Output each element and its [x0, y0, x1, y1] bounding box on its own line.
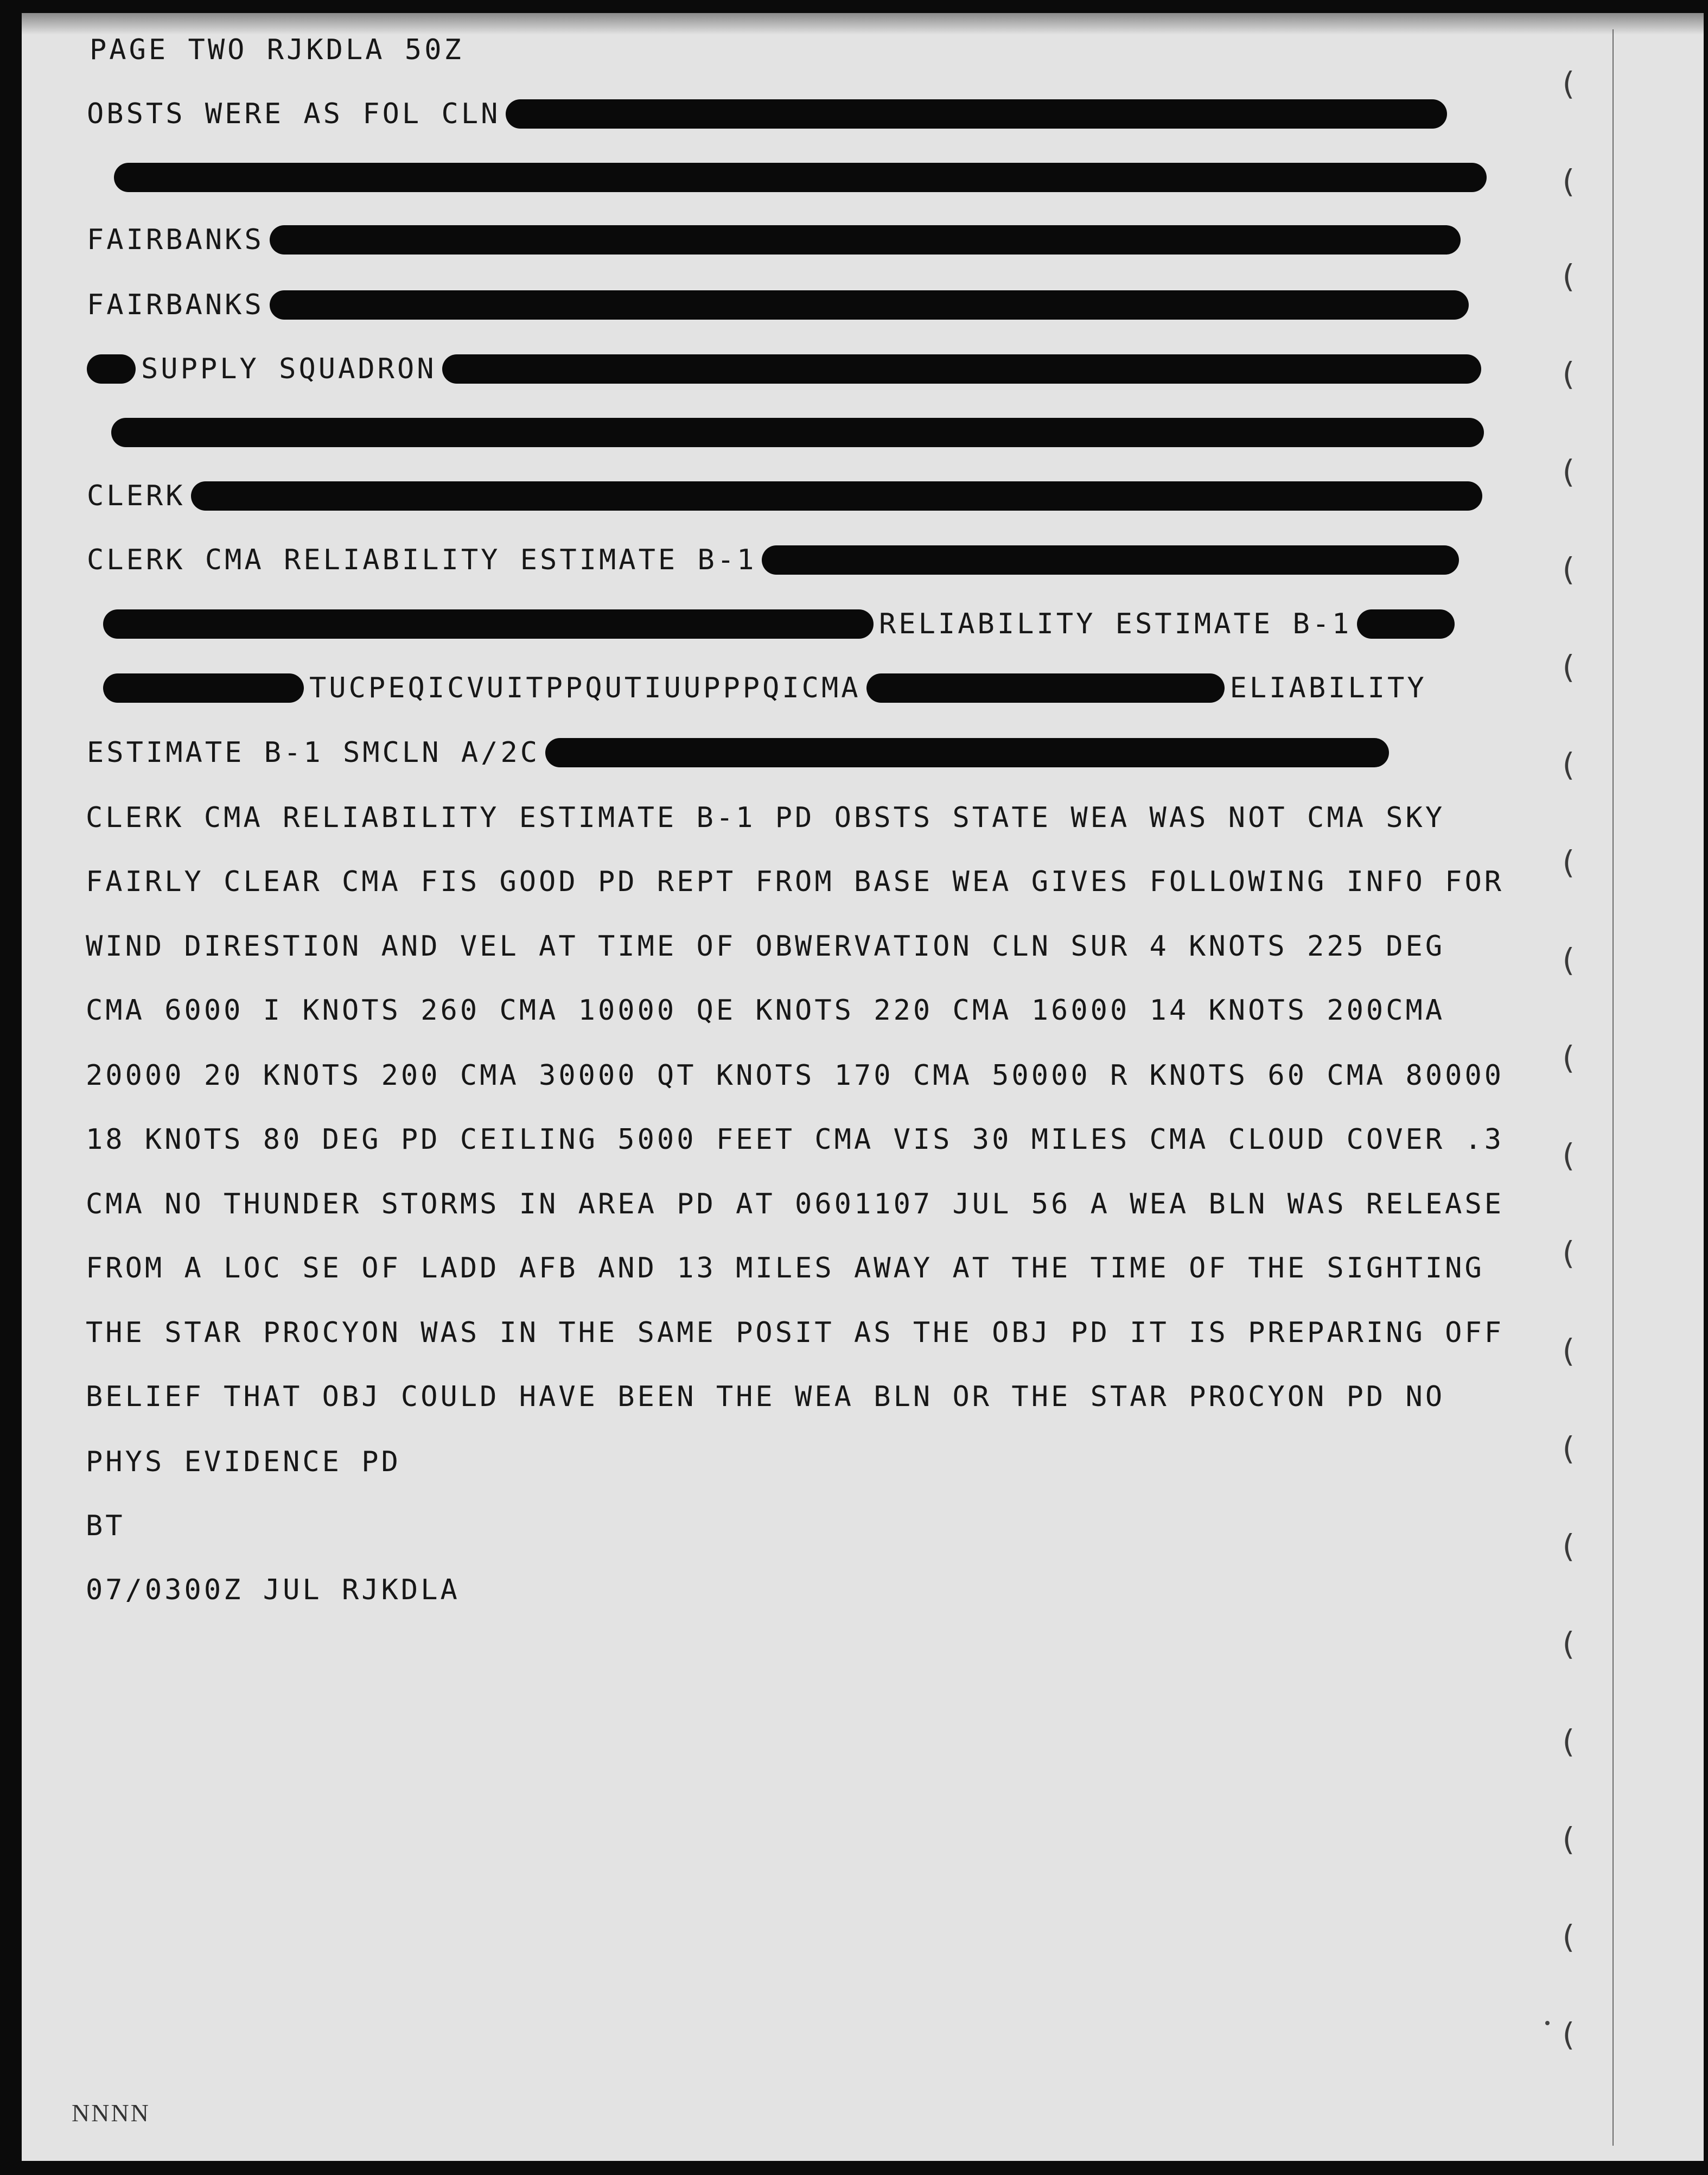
- message-line: RELIABILITY ESTIMATE B-1: [87, 598, 1552, 647]
- message-line: BELIEF THAT OBJ COULD HAVE BEEN THE WEA BLN OR THE STAR PROCYON PD NO: [86, 1381, 1445, 1413]
- feed-hole-icon: (: [1558, 1821, 1578, 1858]
- feed-hole-icon: (: [1558, 648, 1578, 685]
- message-line: PHYS EVIDENCE PD: [86, 1446, 401, 1478]
- date-time-group: 07/0300Z JUL RJKDLA: [86, 1574, 460, 1606]
- feed-hole-icon: (: [1558, 942, 1578, 978]
- message-line: ESTIMATE B-1 SMCLN A/2C: [87, 727, 1552, 775]
- message-line: WIND DIRESTION AND VEL AT TIME OF OBWERVATION CLN SUR 4 KNOTS 225 DEG: [86, 930, 1445, 963]
- message-line: THE STAR PROCYON WAS IN THE SAME POSIT AS THE OBJ PD IT IS PREPARING OFF: [86, 1317, 1505, 1349]
- teletype-page: [22, 13, 1704, 2161]
- feed-hole-icon: (: [1558, 1430, 1578, 1467]
- feed-hole-icon: (: [1558, 1625, 1578, 1662]
- feed-hole-icon: (: [1558, 65, 1578, 102]
- feed-hole-icon: (: [1558, 844, 1578, 881]
- redacted-line: [87, 406, 1552, 455]
- feed-hole-icon: (: [1558, 1332, 1578, 1369]
- break-marker: BT: [86, 1510, 125, 1542]
- message-line: TUCPEQICVUITPPQUTIUUPPPQICMA ELIABILITY: [87, 662, 1552, 711]
- message-line: FAIRBANKS: [87, 279, 1552, 328]
- feed-hole-icon: (: [1558, 1235, 1578, 1271]
- feed-hole-icon: (: [1558, 2016, 1578, 2053]
- message-line: FAIRLY CLEAR CMA FIS GOOD PD REPT FROM BASE WEA GIVES FOLLOWING INFO FOR: [86, 866, 1505, 898]
- redaction-bar: [111, 418, 1484, 447]
- message-line: CLERK: [87, 470, 1552, 519]
- message-line: CLERK CMA RELIABILITY ESTIMATE B-1 PD OBSTS STATE WEA WAS NOT CMA SKY: [86, 802, 1445, 834]
- redaction-bar: [87, 354, 136, 384]
- feed-hole-icon: (: [1558, 1723, 1578, 1760]
- feed-hole-icon: (: [1558, 1528, 1578, 1565]
- redaction-bar: [114, 163, 1487, 192]
- feed-hole-icon: (: [1558, 163, 1578, 200]
- feed-hole-icon: (: [1558, 355, 1578, 392]
- redaction-bar: [103, 609, 874, 639]
- end-of-message-mark: NNNN: [72, 2099, 150, 2127]
- redaction-bar: [270, 225, 1461, 255]
- redaction-bar: [270, 290, 1469, 320]
- feed-hole-icon: (: [1558, 551, 1578, 588]
- redaction-bar: [866, 673, 1225, 703]
- redaction-bar: [1357, 609, 1455, 639]
- tractor-feed-margin-line: [1613, 29, 1614, 2146]
- redaction-bar: [191, 481, 1482, 511]
- message-line: FROM A LOC SE OF LADD AFB AND 13 MILES AWAY AT THE TIME OF THE SIGHTING: [86, 1252, 1484, 1284]
- feed-hole-icon: (: [1558, 453, 1578, 490]
- redacted-line: [87, 151, 1552, 200]
- paper-speck: [1545, 2021, 1550, 2025]
- redaction-bar: [442, 354, 1481, 384]
- message-line: SUPPLY SQUADRON: [87, 343, 1552, 392]
- page-header: PAGE TWO RJKDLA 50Z: [90, 34, 464, 66]
- message-line: CMA NO THUNDER STORMS IN AREA PD AT 0601107 JUL 56 A WEA BLN WAS RELEASE: [86, 1188, 1505, 1220]
- message-line: OBSTS WERE AS FOL CLN: [87, 88, 1552, 137]
- redaction-bar: [103, 673, 304, 703]
- redaction-bar: [506, 99, 1447, 129]
- message-line: 20000 20 KNOTS 200 CMA 30000 QT KNOTS 170 CMA 50000 R KNOTS 60 CMA 80000: [86, 1059, 1505, 1092]
- redaction-bar: [545, 738, 1389, 767]
- redaction-bar: [762, 545, 1459, 575]
- feed-hole-icon: (: [1558, 1039, 1578, 1076]
- feed-hole-icon: (: [1558, 1918, 1578, 1955]
- feed-hole-icon: (: [1558, 1137, 1578, 1174]
- feed-hole-icon: (: [1558, 746, 1578, 783]
- message-line: CMA 6000 I KNOTS 260 CMA 10000 QE KNOTS 220 CMA 16000 14 KNOTS 200CMA: [86, 994, 1445, 1027]
- message-line: FAIRBANKS: [87, 214, 1552, 263]
- message-line: CLERK CMA RELIABILITY ESTIMATE B-1: [87, 534, 1552, 583]
- feed-hole-icon: (: [1558, 258, 1578, 295]
- message-line: 18 KNOTS 80 DEG PD CEILING 5000 FEET CMA VIS 30 MILES CMA CLOUD COVER .3: [86, 1123, 1505, 1156]
